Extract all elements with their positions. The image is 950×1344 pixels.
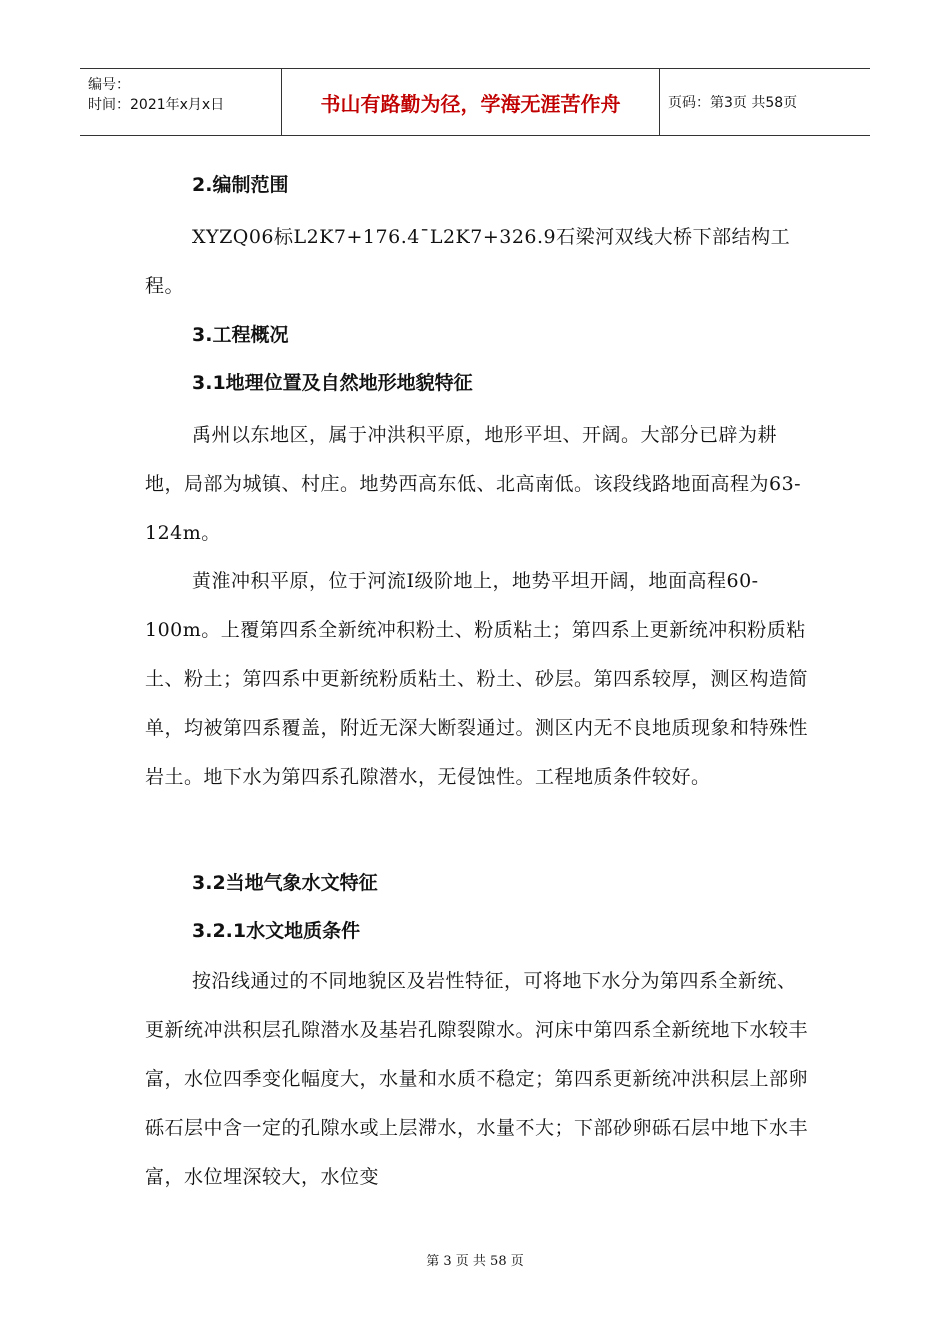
section-3-1-paragraph-2: 黄淮冲积平原，位于河流Ⅰ级阶地上，地势平坦开阔，地面高程60-100m。上覆第四系全新统冲积粉土、粉质粘土；第四系上更新统冲积粉质粘土、粉土；第四系中更新统粉质粘土、粉土、砂层。第四系较厚，测区构造简单，均被第四系覆盖，附近无深大断裂通过。测区内无不良地质现象和特殊性岩土。地下水为第四系孔隙潜水，无侵蚀性。工程地质条件较好。 [145, 570, 809, 788]
header-motto-cell [282, 69, 660, 135]
section-2-text: XYZQ06标L2K7+176.4¯L2K7+326.9石梁河双线大桥下部结构工程。 [145, 226, 791, 297]
section-3-title: 3.工程概况 [192, 324, 289, 346]
number-label: 编号： [88, 77, 130, 93]
section-3-1-paragraph-1: 禹州以东地区，属于冲洪积平原，地形平坦、开阔。大部分已辟为耕地，局部为城镇、村庄。地势西高东低、北高南低。该段线路地面高程为63-124m。 [145, 424, 802, 544]
page-info: 页码：第3页 共58页 [668, 95, 798, 111]
section-3-1-title: 3.1地理位置及自然地形地貌特征 [192, 372, 473, 394]
section-3-2-title: 3.2当地气象水文特征 [192, 872, 378, 894]
page-header [80, 68, 870, 136]
date-label: 时间：2021年x月x日 [88, 97, 225, 113]
header-meta [80, 69, 282, 135]
section-3-2-1-title: 3.2.1水文地质条件 [192, 920, 361, 942]
section-3-2-1-paragraph-1: 按沿线通过的不同地貌区及岩性特征，可将地下水分为第四系全新统、更新统冲洪积层孔隙潜水及基岩孔隙裂隙水。河床中第四系全新统地下水较丰富，水位四季变化幅度大，水量和水质不稳定；第四系更新统冲洪积层上部卵砾石层中含一定的孔隙水或上层滞水，水量不大；下部砂卵砾石层中地下水丰富，水位埋深较大，水位变 [145, 970, 809, 1188]
page-footer: 第 3 页 共 58 页 [426, 1254, 524, 1269]
section-2-title: 2.编制范围 [192, 174, 289, 196]
motto-text: 书山有路勤为径，学海无涯苦作舟 [320, 91, 621, 116]
